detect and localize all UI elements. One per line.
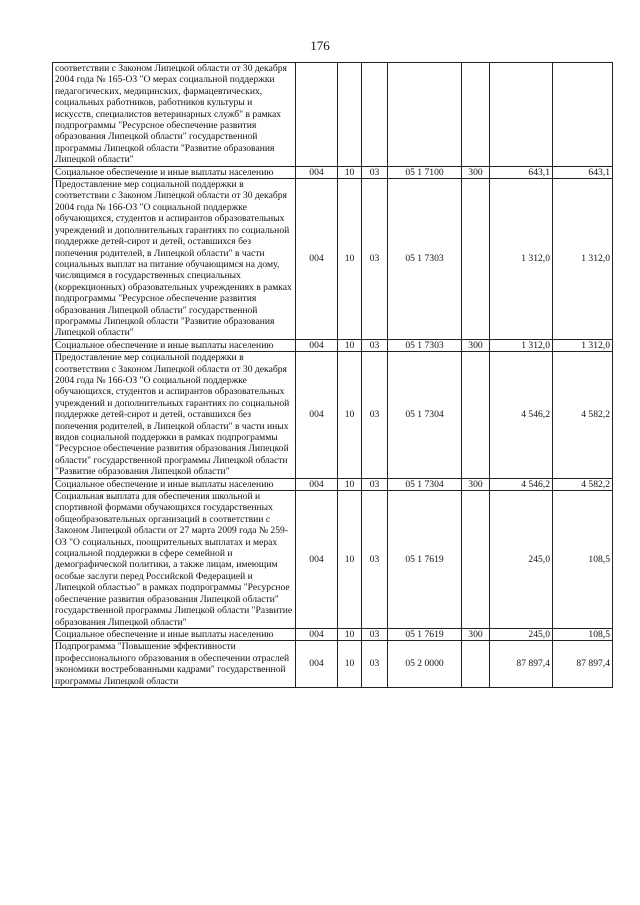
row-description: Предоставление мер социальной поддержки в соответствии с Законом Липецкой области от 30 декабря 2004 года № 166-ОЗ "О социальной поддержке обучающихся, студентов и аспирантов образовательных учреждений и дополнительных гарантиях по социальной поддержке детей-сирот и детей, оставшихся без попечения родителей, в Липецкой области" в части иных видов социальной поддержки в рамках подпрограммы "Ресурсное обеспечение развития образования Липецкой области" государственной программы Липецкой области "Развитие образования Липецкой области" xyxy=(53,352,296,478)
table-row xyxy=(53,352,613,478)
row-expense-type-code: 300 xyxy=(462,478,490,490)
row-section-code: 10 xyxy=(338,491,362,629)
row-amount-year-1 xyxy=(490,63,553,167)
row-expense-type-code xyxy=(462,179,490,340)
row-section-code: 10 xyxy=(338,628,362,640)
row-expense-type-code xyxy=(462,63,490,167)
row-expense-type-code xyxy=(462,491,490,629)
row-target-item-code xyxy=(388,63,462,167)
row-target-item-code: 05 1 7303 xyxy=(388,339,462,351)
row-amount-year-2: 87 897,4 xyxy=(553,641,613,688)
row-section-code: 10 xyxy=(338,641,362,688)
row-expense-type-code: 300 xyxy=(462,166,490,178)
row-section-code: 10 xyxy=(338,339,362,351)
row-expense-type-code xyxy=(462,641,490,688)
row-target-item-code: 05 1 7100 xyxy=(388,166,462,178)
row-amount-year-1: 245,0 xyxy=(490,628,553,640)
row-subsection-code: 03 xyxy=(362,628,388,640)
row-grbs-code: 004 xyxy=(296,179,338,340)
budget-table xyxy=(52,62,613,688)
row-description: Социальное обеспечение и иные выплаты населению xyxy=(53,166,296,178)
row-description: Предоставление мер социальной поддержки в соответствии с Законом Липецкой области от 30 декабря 2004 года № 166-ОЗ "О социальной поддержке обучающихся, студентов и аспирантов образовательных учреждений и дополнительных гарантиях по социальной поддержке детей-сирот и детей, оставшихся без попечения родителей, в Липецкой области" в части социальных выплат на питание обучающимся на дому, числящимся в государственных специальных (коррекционных) образовательных учреждениях в рамках подпрограммы "Ресурсное обеспечение развития образования Липецкой области" государственной программы Липецкой области "Развитие образования Липецкой области" xyxy=(53,179,296,340)
row-description: Социальное обеспечение и иные выплаты населению xyxy=(53,628,296,640)
row-amount-year-2: 1 312,0 xyxy=(553,179,613,340)
row-section-code: 10 xyxy=(338,179,362,340)
row-grbs-code: 004 xyxy=(296,491,338,629)
row-subsection-code: 03 xyxy=(362,491,388,629)
row-grbs-code: 004 xyxy=(296,478,338,490)
row-target-item-code: 05 1 7304 xyxy=(388,478,462,490)
row-amount-year-2: 108,5 xyxy=(553,628,613,640)
row-grbs-code: 004 xyxy=(296,352,338,478)
row-amount-year-2: 1 312,0 xyxy=(553,339,613,351)
row-expense-type-code: 300 xyxy=(462,628,490,640)
row-subsection-code: 03 xyxy=(362,179,388,340)
row-amount-year-1: 1 312,0 xyxy=(490,339,553,351)
table-row xyxy=(53,179,613,340)
table-row xyxy=(53,491,613,629)
row-grbs-code xyxy=(296,63,338,167)
row-section-code: 10 xyxy=(338,352,362,478)
row-amount-year-2: 4 582,2 xyxy=(553,478,613,490)
row-amount-year-1: 1 312,0 xyxy=(490,179,553,340)
row-grbs-code: 004 xyxy=(296,628,338,640)
row-amount-year-2: 4 582,2 xyxy=(553,352,613,478)
row-amount-year-1: 4 546,2 xyxy=(490,352,553,478)
row-target-item-code: 05 1 7303 xyxy=(388,179,462,340)
budget-table-body xyxy=(53,63,613,688)
row-subsection-code: 03 xyxy=(362,478,388,490)
row-amount-year-2: 643,1 xyxy=(553,166,613,178)
row-expense-type-code: 300 xyxy=(462,339,490,351)
table-row xyxy=(53,339,613,351)
row-subsection-code xyxy=(362,63,388,167)
row-description: Социальное обеспечение и иные выплаты населению xyxy=(53,339,296,351)
row-subsection-code: 03 xyxy=(362,166,388,178)
row-section-code: 10 xyxy=(338,166,362,178)
row-subsection-code: 03 xyxy=(362,339,388,351)
row-description: соответствии с Законом Липецкой области от 30 декабря 2004 года № 165-ОЗ "О мерах социальной поддержки педагогических, медицинских, фармацевтических, социальных работников, работников культуры и искусств, специалистов ветеринарных служб" в рамках подпрограммы "Ресурсное обеспечение развития образования Липецкой области" государственной программы Липецкой области "Развитие образования Липецкой области" xyxy=(53,63,296,167)
table-row xyxy=(53,478,613,490)
table-row xyxy=(53,641,613,688)
row-grbs-code: 004 xyxy=(296,339,338,351)
row-amount-year-2: 108,5 xyxy=(553,491,613,629)
row-target-item-code: 05 1 7619 xyxy=(388,491,462,629)
row-amount-year-1: 87 897,4 xyxy=(490,641,553,688)
row-amount-year-1: 245,0 xyxy=(490,491,553,629)
row-section-code: 10 xyxy=(338,478,362,490)
row-grbs-code: 004 xyxy=(296,641,338,688)
row-grbs-code: 004 xyxy=(296,166,338,178)
row-amount-year-2 xyxy=(553,63,613,167)
table-row xyxy=(53,628,613,640)
row-description: Социальная выплата для обеспечения школьной и спортивной формами обучающихся государственных общеобразовательных организаций в соответствии с Законом Липецкой области от 27 марта 2009 года № 259-ОЗ "О социальных, поощрительных выплатах и мерах социальной поддержки в сфере семейной и демографической политики, а также лицам, имеющим особые заслуги перед Российской Федерацией и Липецкой областью" в рамках подпрограммы "Ресурсное обеспечение развития образования Липецкой области" государственной программы Липецкой области "Развитие образования Липецкой области" xyxy=(53,491,296,629)
row-target-item-code: 05 1 7304 xyxy=(388,352,462,478)
row-amount-year-1: 643,1 xyxy=(490,166,553,178)
row-amount-year-1: 4 546,2 xyxy=(490,478,553,490)
row-expense-type-code xyxy=(462,352,490,478)
row-target-item-code: 05 1 7619 xyxy=(388,628,462,640)
row-target-item-code: 05 2 0000 xyxy=(388,641,462,688)
row-description: Социальное обеспечение и иные выплаты населению xyxy=(53,478,296,490)
table-row xyxy=(53,63,613,167)
row-subsection-code: 03 xyxy=(362,352,388,478)
row-description: Подпрограмма "Повышение эффективности профессионального образования в обеспечении отраслей экономики востребованными кадрами" государственной программы Липецкой области xyxy=(53,641,296,688)
page-number: 176 xyxy=(310,38,330,53)
row-section-code xyxy=(338,63,362,167)
row-subsection-code: 03 xyxy=(362,641,388,688)
table-row xyxy=(53,166,613,178)
